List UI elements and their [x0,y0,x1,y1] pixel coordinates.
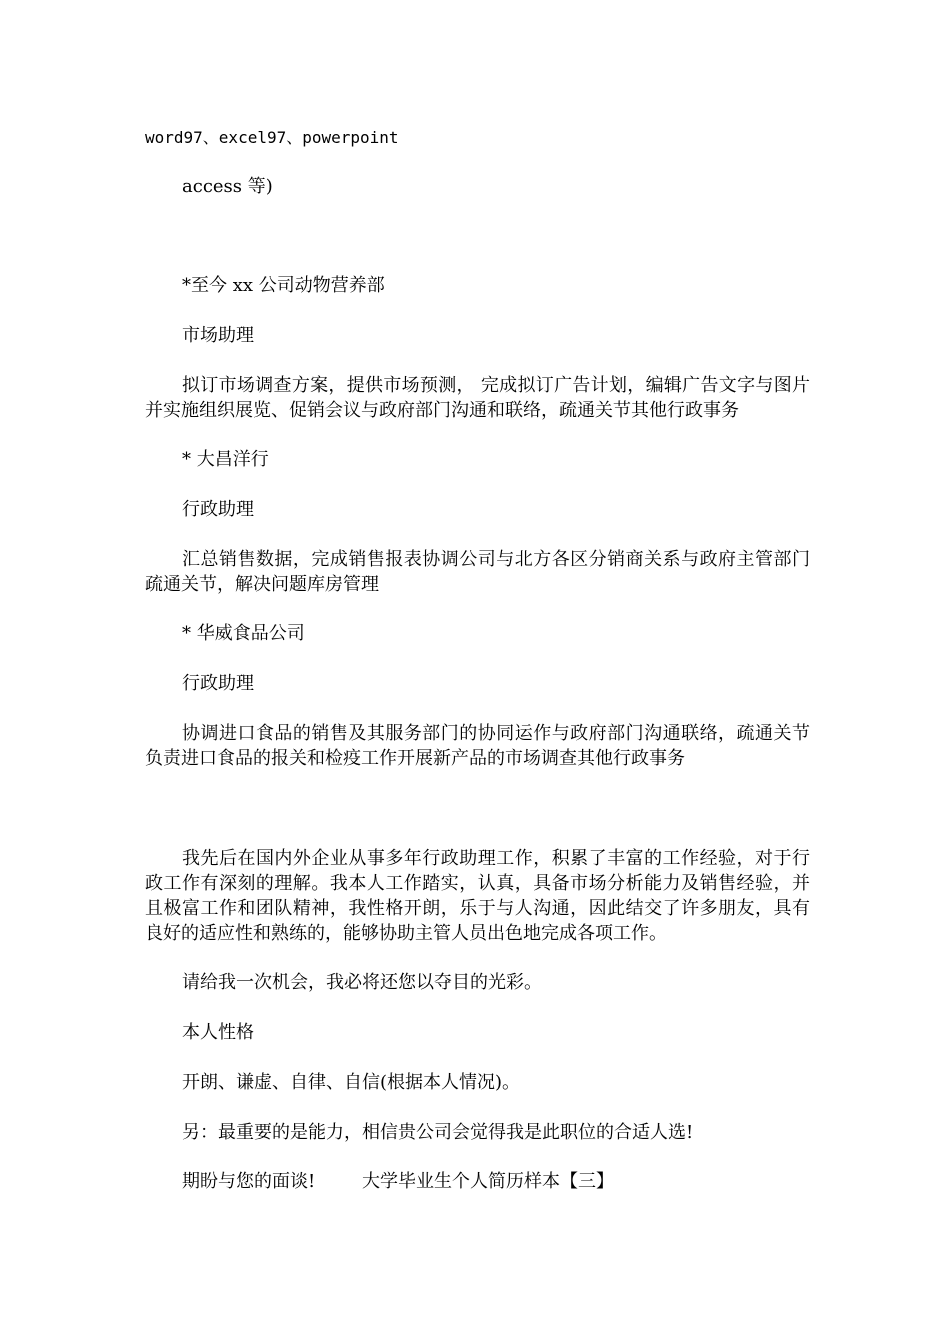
job-1-header: *至今 xx 公司动物营养部 [182,275,385,296]
job-3-header: * 华威食品公司 [182,623,305,644]
software-line-1: word97、excel97、powerpoint [145,128,399,147]
request-line: 请给我一次机会，我必将还您以夺目的光彩。 [182,972,542,993]
closing-line: 期盼与您的面谈! [182,1171,316,1192]
next-section-title: 大学毕业生个人简历样本【三】 [362,1171,614,1192]
note-line: 另：最重要的是能力，相信贵公司会觉得我是此职位的合适人选! [182,1122,694,1143]
job-1-title: 市场助理 [182,325,254,346]
software-line-2: access 等) [182,176,273,197]
job-2-description: 汇总销售数据，完成销售报表协调公司与北方各区分销商关系与政府主管部门疏通关节，解决问题库房管理 [145,549,810,595]
self-evaluation: 我先后在国内外企业从事多年行政助理工作，积累了丰富的工作经验，对于行政工作有深刻的理解。我本人工作踏实，认真，具备市场分析能力及销售经验，并且极富工作和团队精神，我性格开朗，乐于与人沟通，因此结交了许多朋友，具有良好的适应性和熟练的，能够协助主管人员出色地完成各项工作。 [145,848,810,944]
job-3-description: 协调进口食品的销售及其服务部门的协同运作与政府部门沟通联络，疏通关节负责进口食品的报关和检疫工作开展新产品的市场调查其他行政事务 [145,723,810,769]
job-2-header: * 大昌洋行 [182,449,269,470]
personality-line: 开朗、谦虚、自律、自信(根据本人情况)。 [182,1072,521,1093]
job-2-title: 行政助理 [182,499,254,520]
personality-heading: 本人性格 [182,1022,254,1043]
job-3-title: 行政助理 [182,673,254,694]
job-1-description: 拟订市场调查方案，提供市场预测， 完成拟订广告计划，编辑广告文字与图片并实施组织展览、促销会议与政府部门沟通和联络，疏通关节其他行政事务 [145,375,810,421]
